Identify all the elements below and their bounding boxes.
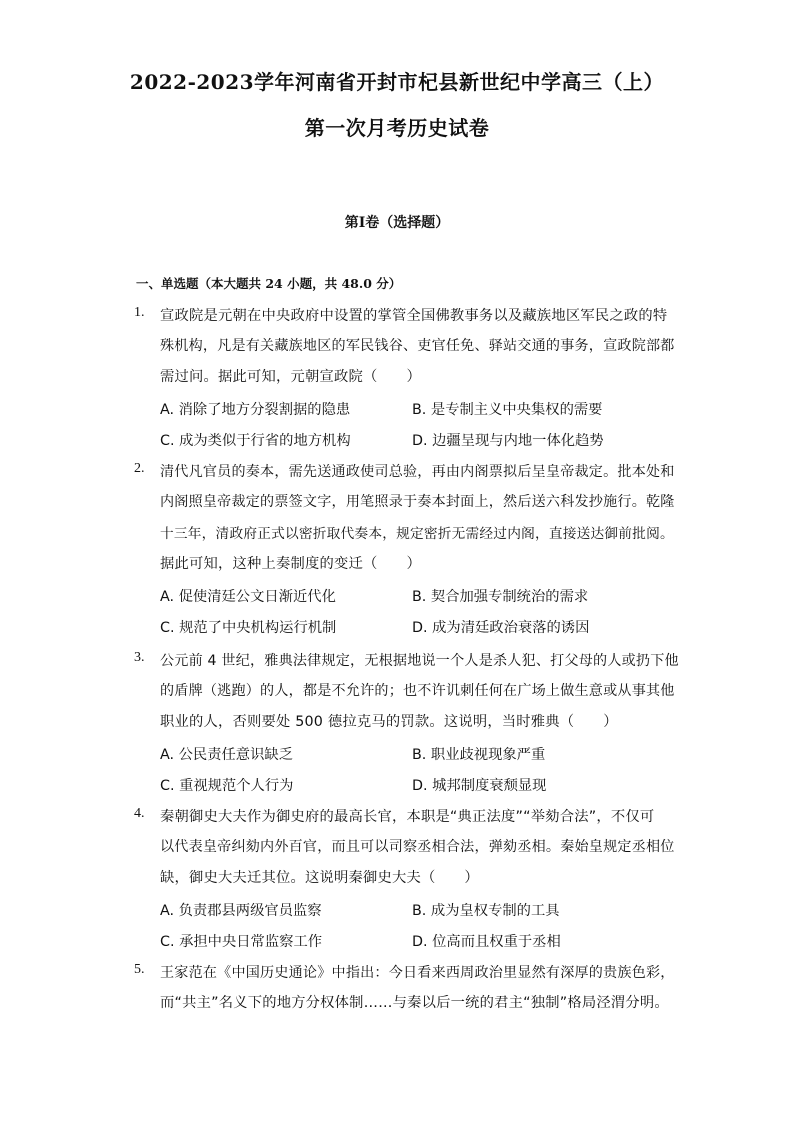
question-text-line: 内阁照皇帝裁定的票签文字，用笔照录于奏本封面上，然后送六科发抄施行。乾隆	[160, 494, 675, 510]
question-text-line: 十三年，清政府正式以密折取代奏本，规定密折无需经过内阁，直接送达御前批阅。	[160, 526, 674, 542]
option-d: D. 城邦制度衰颓显现	[412, 778, 547, 794]
question-text-line: 殊机构，凡是有关藏族地区的军民钱谷、吏官任免、驿站交通的事务，宣政院部都	[160, 338, 675, 354]
option-d: D. 边疆呈现与内地一体化趋势	[412, 433, 604, 449]
volume-heading: 第I卷（选择题）	[344, 215, 450, 231]
question-number: 3.	[134, 650, 145, 665]
option-c: C. 重视规范个人行为	[160, 778, 294, 794]
question-text-line: 需过问。据此可知，元朝宣政院（ ）	[160, 369, 421, 385]
question-number: 1.	[134, 305, 145, 320]
question-text-line: 以代表皇帝纠劾内外百官，而且可以司察丞相合法，弹劾丞相。秦始皇规定丞相位	[160, 839, 675, 855]
option-c: C. 成为类似于行省的地方机构	[160, 433, 351, 449]
option-c: C. 规范了中央机构运行机制	[160, 620, 337, 636]
option-b: B. 契合加强专制统治的需求	[412, 589, 589, 605]
question-text-line: 秦朝御史大夫作为御史府的最高长官，本职是“典正法度”“举劾合法”，不仅可	[160, 809, 655, 825]
question-text-line: 据此可知，这种上奏制度的变迁（ ）	[160, 556, 421, 572]
question-text-line: 清代凡官员的奏本，需先送通政使司总验，再由内阁票拟后呈皇帝裁定。批本处和	[160, 464, 675, 480]
exam-title-line1: 2022-2023学年河南省开封市杞县新世纪中学高三（上）	[129, 70, 665, 94]
option-a: A. 促使清廷公文日渐近代化	[160, 589, 336, 605]
question-text-line: 王家范在《中国历史通论》中指出：今日看来西周政治里显然有深厚的贵族色彩，	[160, 965, 675, 981]
option-b: B. 是专制主义中央集权的需要	[412, 402, 603, 418]
question-text-line: 公元前 4 世纪，雅典法律规定，无根据地说一个人是杀人犯、打父母的人或扔下他	[160, 653, 679, 669]
section-heading: 一、单选题（本大题共 24 小题，共 48.0 分）	[136, 276, 402, 291]
question-text-line: 职业的人，否则要处 500 德拉克马的罚款。这说明，当时雅典（ ）	[160, 714, 618, 730]
question-number: 5.	[134, 962, 145, 977]
option-c: C. 承担中央日常监察工作	[160, 934, 323, 950]
question-number: 2.	[134, 461, 145, 476]
question-text-line: 宣政院是元朝在中央政府中设置的掌管全国佛教事务以及藏族地区军民之政的特	[160, 308, 668, 324]
exam-title-line2: 第一次月考历史试卷	[304, 116, 490, 140]
option-a: A. 负责郡县两级官员监察	[160, 903, 322, 919]
question-text-line: 缺，御史大夫迁其位。这说明秦御史大夫（ ）	[160, 870, 479, 886]
option-d: D. 位高而且权重于丞相	[412, 934, 561, 950]
option-a: A. 消除了地方分裂割据的隐患	[160, 402, 351, 418]
option-d: D. 成为清廷政治衰落的诱因	[412, 620, 590, 636]
question-text-line: 而“共主”名义下的地方分权体制……与秦以后一统的君主“独制”格局泾渭分明。	[160, 995, 669, 1011]
option-b: B. 职业歧视现象严重	[412, 747, 546, 763]
option-b: B. 成为皇权专制的工具	[412, 903, 560, 919]
option-a: A. 公民责任意识缺乏	[160, 747, 293, 763]
question-number: 4.	[134, 806, 145, 821]
question-text-line: 的盾牌（逃跑）的人，都是不允许的；也不许讥刺任何在广场上做生意或从事其他	[160, 683, 675, 699]
